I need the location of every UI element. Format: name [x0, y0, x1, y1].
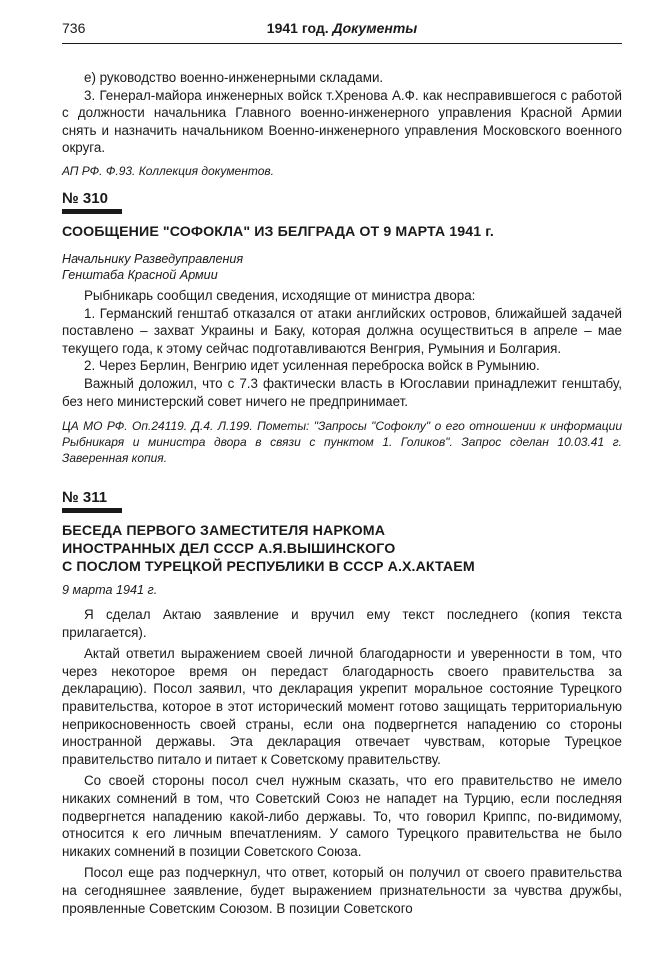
running-title-year: 1941 год.: [266, 20, 329, 36]
doc-311-heading-line-3: С ПОСЛОМ ТУРЕЦКОЙ РЕСПУБЛИКИ В СССР А.Х.АКТАЕМ: [62, 559, 475, 575]
document-311: [62, 489, 622, 917]
page-number: 736: [62, 20, 86, 36]
doc-310-addressee-line-1: Начальнику Разведуправления: [62, 252, 244, 266]
item-e: е) руководство военно-инженерными складами.: [84, 70, 384, 85]
item-3: 3. Генерал-майора инженерных войск т.Хренова А.Ф. как несправившегося с работой с должности начальника Главного военно-инженерного управления Красной Армии снять и назначить начальником Военно-инженерного управления Московского военного округа.: [62, 87, 622, 156]
doc-310-paragraph: 1. Германский генштаб отказался от атаки английских островов, ближайшей задачей поставлено – захват Украины и Баку, которая должна осуществиться в апреле – мае текущего года, к этому сейчас подготавливаются Венгрия, Румыния и Болгария.: [62, 305, 622, 356]
doc-311-heading: [62, 522, 622, 576]
running-title: [62, 20, 622, 36]
doc-310-addressee-line-2: Генштаба Красной Армии: [62, 268, 218, 282]
doc-311-heading-line-1: БЕСЕДА ПЕРВОГО ЗАМЕСТИТЕЛЯ НАРКОМА: [62, 523, 386, 539]
doc-310-body: [62, 287, 622, 410]
doc-311-date: 9 марта 1941 г.: [62, 583, 158, 597]
header-rule: [62, 43, 622, 44]
doc-311-body: [62, 606, 622, 917]
previous-document-tail: [62, 69, 622, 179]
doc-310-source-note: ЦА МО РФ. Оп.24119. Д.4. Л.199. Пометы: "Запросы "Софоклу" о его отношении к информации Рыбникаря и министра двора в связи с пунктом 1. Голиков". Запрос сделан 10.03.41 г. Заверенная копия.: [62, 419, 622, 466]
doc-310-number-bar: [62, 209, 122, 214]
doc-310-paragraph: Рыбникарь сообщил сведения, исходящие от министра двора:: [84, 288, 476, 303]
document-310: [62, 190, 622, 466]
doc-311-number-bar: [62, 508, 122, 513]
doc-310-heading: СООБЩЕНИЕ "СОФОКЛА" ИЗ БЕЛГРАДА ОТ 9 МАРТА 1941 г.: [62, 224, 494, 240]
doc-310-number: № 310: [62, 190, 108, 207]
doc-311-paragraph: Со своей стороны посол счел нужным сказать, что его правительство не имело никаких сомнений в том, что Советский Союз не нападет на Турцию, если последняя подвергнется нападению какой-либо державы. То, что говорил Криппс, по-видимому, относится к его личным впечатлениям. У самого Турецкого правительства не было никаких сомнений в позиции Советского Союза.: [62, 773, 622, 859]
doc-311-paragraph: Посол еще раз подчеркнул, что ответ, который он получил от своего правительства на сегодняшнее заявление, будет выражением признательности за чувства дружбы, проявленные Советским Союзом. В позиции Советского: [62, 865, 622, 916]
running-header: [62, 12, 622, 42]
doc-310-paragraph: 2. Через Берлин, Венгрию идет усиленная переброска войск в Румынию.: [84, 358, 540, 374]
doc-311-number: № 311: [62, 489, 108, 506]
doc-310-paragraph: Важный доложил, что с 7.3 фактически власть в Югославии принадлежит генштабу, без него министерский совет ничего не предпринимает.: [62, 375, 622, 409]
doc-311-paragraph: Я сделал Актаю заявление и вручил ему текст последнего (копия текста прилагается).: [62, 607, 622, 640]
doc-311-paragraph: Актай ответил выражением своей личной благодарности и уверенности в том, что через некоторое время он передаст благодарность своего правительства за декларацию). Посол заявил, что декларация укрепит моральное состояние Турецкого правительства, которое в этот исторический момент готово защищать территориальную неприкосновенность своей страны, если она подвергнется нападению со стороны иностранной державы. Эта декларация отвечает чувствам, которые Турецкое правительство питало и питает к Советскому правительству.: [62, 646, 622, 767]
previous-source-note: АП РФ. Ф.93. Коллекция документов.: [62, 163, 274, 178]
running-title-word: Документы: [332, 20, 418, 36]
doc-311-heading-line-2: ИНОСТРАННЫХ ДЕЛ СССР А.Я.ВЫШИНСКОГО: [62, 541, 396, 557]
